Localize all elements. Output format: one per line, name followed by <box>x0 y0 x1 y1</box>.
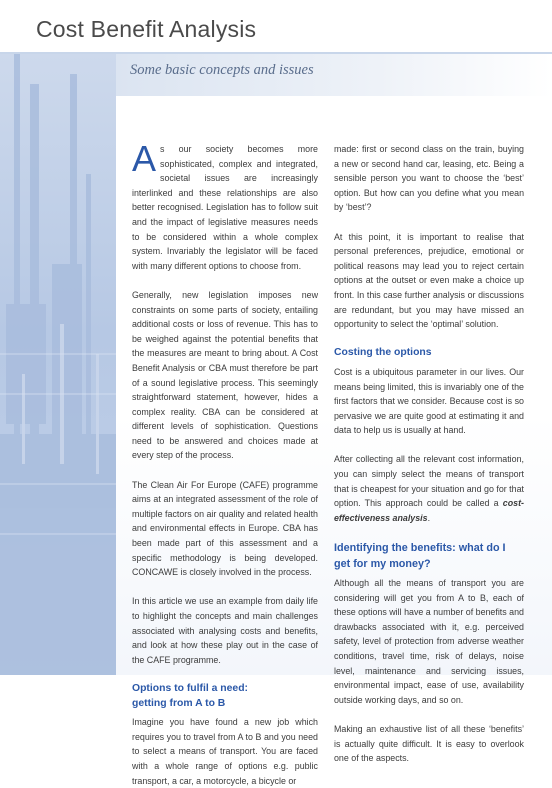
section-heading-costing: Costing the options <box>334 347 432 359</box>
paragraph: At this point, it is important to realise that personal preferences, prejudice, emotional or political reasons may lead you to reject certain options at the outset or even make a choice up front. In this case further analysis or discussions are redundant, but you may have missed an opportunity to select the ‘optimal’ solution. <box>334 231 524 330</box>
paragraph-end: . <box>427 512 431 523</box>
paragraph: In this article we use an example from daily life to highlight the concepts and main challenges associated with analysing costs and benefits, and look at how these play out in the case of the CAFE programme. <box>132 596 318 665</box>
page-header <box>0 0 552 52</box>
emphasis-term: cost-effectiveness analysis <box>334 498 524 523</box>
paragraph: Generally, new legislation imposes new constraints on some parts of society, entailing additional costs or loss of revenue. This has to be weighed against the potential benefits that the measures are meant to bring about. A Cost Benefit Analysis or CBA must therefore be part of a sound legislative process. This seemingly straightforward statement, however, hides a complex reality. CBA can be considered at different levels of sophistication. Questions need to be answered and choices made at every step of the process. <box>132 289 318 461</box>
refinery-photo-panel <box>0 54 116 675</box>
heading-line: Options to fulfil a need: <box>132 682 249 694</box>
page-title: Cost Benefit Analysis <box>36 16 257 42</box>
paragraph: Imagine you have found a new job which requires you to travel from A to B and you need to select a means of transport. You are faced with a whole range of options e.g. public transport, a car, a motorcycle, a bicycle or <box>132 717 318 786</box>
page-subtitle: Some basic concepts and issues <box>130 62 314 78</box>
section-heading-options <box>132 682 318 711</box>
article-left-column <box>132 138 318 788</box>
intro-paragraph <box>132 138 318 273</box>
paragraph: The Clean Air For Europe (CAFE) programme aims at an integrated assessment of the role of multiple factors on air quality and related health and environmental effects in Europe. CBA has been made part of this assessment and a specific methodology is being developed. CONCAWE is closely involved in the process. <box>132 479 318 578</box>
paragraph: made: first or second class on the train, buying a new or second hand car, leasing, etc. Being a sensible person you want to choose the ‘best’ option. But how can you define what you mean by ‘best’? <box>334 144 524 213</box>
refinery-silhouette-image <box>0 54 116 675</box>
paragraph: Although all the means of transport you are considering will get you from A to B, each of these options will have a number of benefits and drawbacks associated with it, e.g. perceived safety, level of protection from adverse weather conditions, travel time, risk of delays, noise level, maintenance and servicing issues, environmental impact, ease of use, availability outside working days, and so on. <box>334 578 524 705</box>
paragraph: Cost is a ubiquitous parameter in our lives. Our means being limited, this is invariably one of the first factors that we consider. Because cost is so pervasive we are quite good at estimating it and data to help us is usually at hand. <box>334 366 524 436</box>
paragraph: Making an exhaustive list of all these ‘benefits’ is actually quite difficult. It is easy to overlook one of the aspects. <box>334 723 524 764</box>
section-heading-benefits: Identifying the benefits: what do I get for my money? <box>334 542 506 571</box>
paragraph-text: After collecting all the relevant cost information, you can simply select the means of transport that is cheapest for your situation and go for that option. This approach could be called a <box>334 454 524 509</box>
article-right-column <box>334 142 524 766</box>
intro-text: s our society becomes more sophisticated, complex and integrated, societal issues are increasingly interlinked and these relationships are also better recognised. Legislation has to follow suit and the impact of legislative measures needs to be considered within a whole complex system. Invariably the legislator will be faced with many different options to choose from. <box>132 144 318 271</box>
heading-line: getting from A to B <box>132 697 226 709</box>
drop-cap: A <box>132 138 157 179</box>
paragraph <box>334 452 524 525</box>
